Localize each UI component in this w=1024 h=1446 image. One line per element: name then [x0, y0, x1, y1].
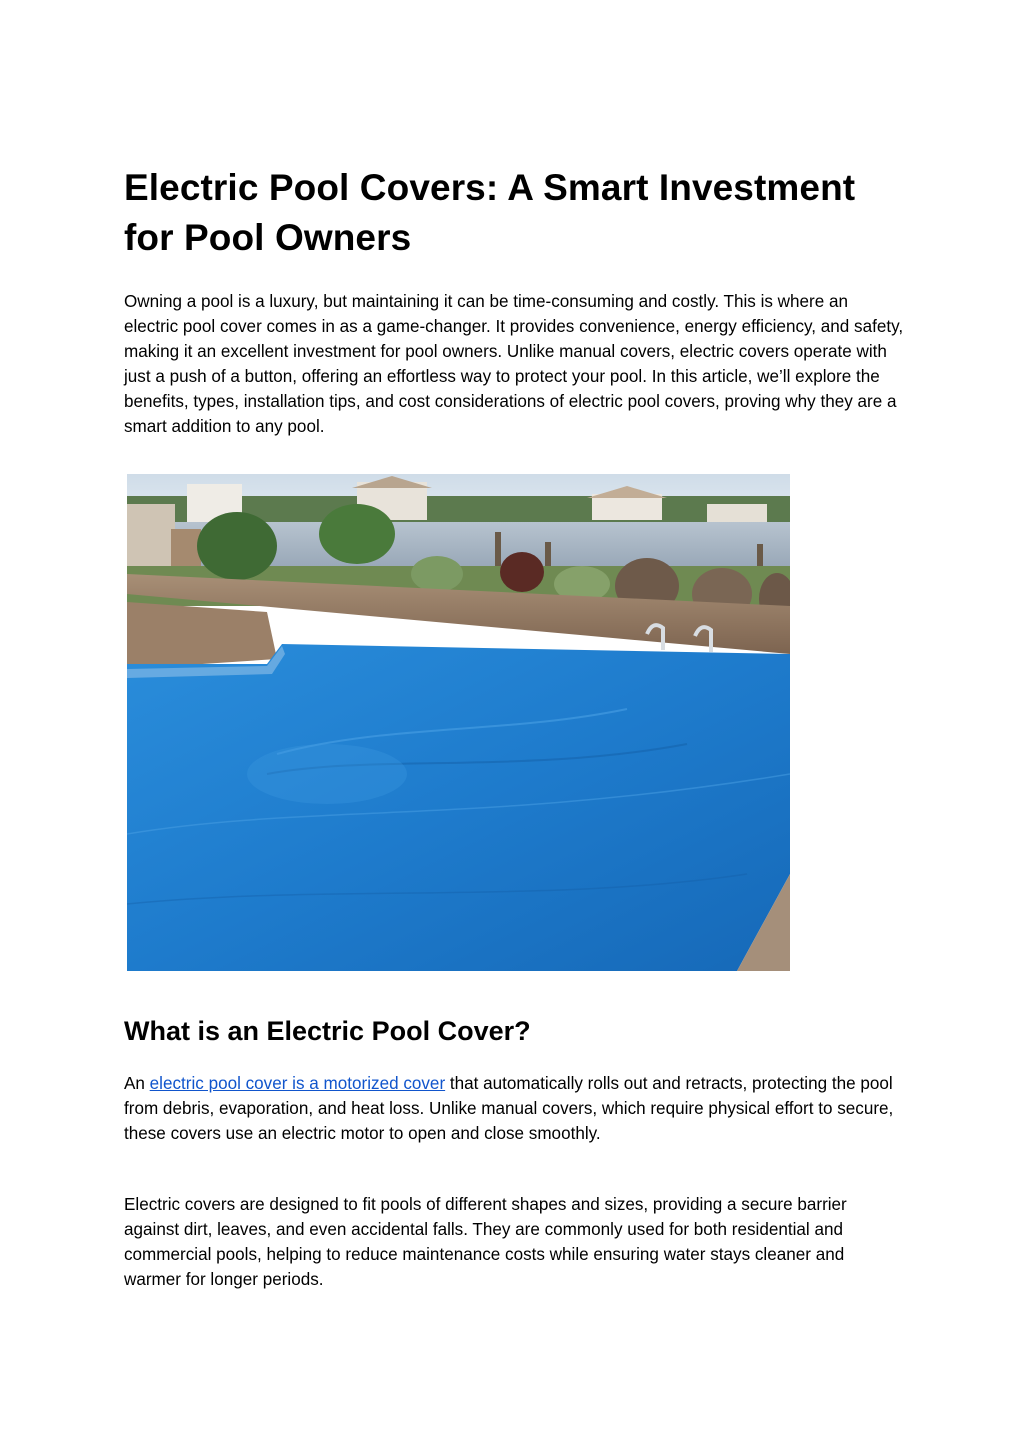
electric-pool-cover-link[interactable]: electric pool cover is a motorized cover [149, 1074, 446, 1093]
page-title: Electric Pool Covers: A Smart Investment for Pool Owners [124, 167, 856, 258]
intro-paragraph: Owning a pool is a luxury, but maintaining it can be time-consuming and costly. This is where an electric pool cover comes in as a game-changer. It provides convenience, energy efficiency, and safety, making it an excellent investment for pool owners. Unlike manual covers, electric covers operate with just a push of a button, offering an effortless way to protect your pool. In this article, we’ll explore the benefits, types, installation tips, and cost considerations of electric pool covers, proving why they are a smart addition to any pool. [124, 292, 904, 436]
definition-text-start: An [124, 1074, 150, 1093]
design-paragraph: Electric covers are designed to fit pools of different shapes and sizes, providing a secure barrier against dirt, leaves, and even accidental falls. They are commonly used for both residential and commercial pools, helping to reduce maintenance costs while ensuring water stays cleaner and warmer for longer periods. [124, 1195, 847, 1289]
definition-paragraph [124, 1071, 904, 1146]
section-heading: What is an Electric Pool Cover? [124, 1016, 531, 1046]
definition-text-end: that automatically rolls out and retracts, protecting the pool from debris, evaporation, and heat loss. Unlike manual covers, which require physical effort to secure, these covers use an electric motor to open and close smoothly. [124, 1074, 894, 1143]
pool-cover-photo [127, 474, 790, 971]
